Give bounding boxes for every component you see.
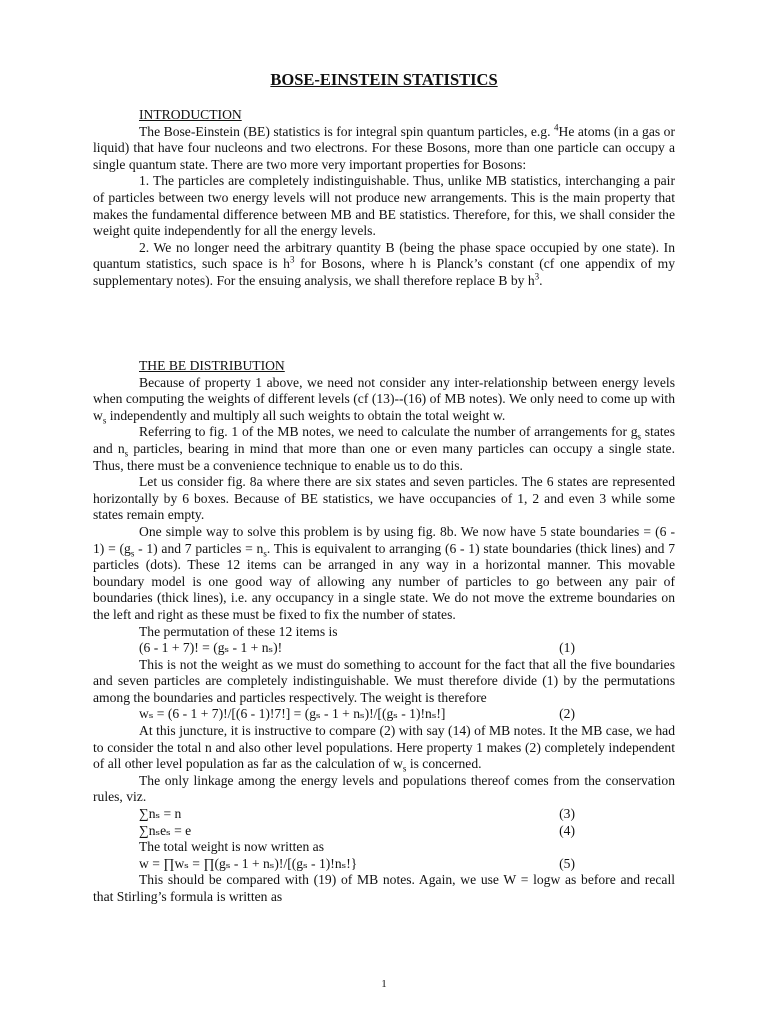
equation-number: (1) bbox=[559, 640, 575, 656]
introduction-section bbox=[93, 107, 675, 290]
paragraph-compare-mb: At this juncture, it is instructive to compare (2) with say (14) of MB notes. It the MB case, we had to consider the total n and also other level populations. Here property 1 makes (2) completely independent of all other level population as far as the calculation of $w_s$ is concerned. bbox=[93, 723, 675, 774]
equation-5: w = ∏wₛ = ∏(gₛ - 1 + nₛ)!/[(gₛ - 1)!nₛ!} (5) bbox=[139, 855, 575, 871]
paragraph-conservation: The only linkage among the energy levels and populations thereof comes from the conservation rules, viz. bbox=[93, 772, 675, 805]
paragraph-intro: The Bose-Einstein (BE) statistics is for integral spin quantum particles, e.g. $^4$He atoms (in a gas or liquid) that have four nucleons and two electrons. For these Bosons, more than one particle can occupy a single quantum state. There are two more very important properties for Bosons: bbox=[93, 122, 675, 172]
paragraph-total-weight: The total weight is now written as bbox=[139, 839, 324, 855]
paragraph-property-1-ref: Because of property 1 above, we need not consider any inter-relationship between energy levels when computing the weights of different levels (cf (13)--(16) of MB notes). We only need to come up with $w_s$ independently and multiply all such weights to obtain the total weight w. bbox=[93, 374, 675, 426]
equation-1: (6 - 1 + 7)! = (gₛ - 1 + nₛ)! (1) bbox=[139, 640, 575, 656]
equation-number: (3) bbox=[559, 806, 575, 822]
page-title: BOSE-EINSTEIN STATISTICS bbox=[270, 70, 498, 89]
be-distribution-section bbox=[93, 358, 675, 906]
equation-3: ∑nₛ = n (3) bbox=[139, 806, 575, 822]
page-number: 1 bbox=[381, 978, 387, 990]
section-heading-introduction: INTRODUCTION bbox=[139, 107, 242, 122]
paragraph-fig-8a: Let us consider fig. 8a where there are six states and seven particles. The 6 states are represented horizontally by 6 boxes. Because of BE statistics, we have occupancies of 1, 2 and even 3 while some states remain empty. bbox=[93, 474, 675, 523]
paragraph-stirling: This should be compared with (19) of MB notes. Again, we use W = logw as before and recall that Stirling’s formula is written as bbox=[93, 872, 675, 904]
equation-number: (5) bbox=[559, 855, 575, 871]
equation-number: (2) bbox=[559, 706, 575, 722]
paragraph-property-1: 1. The particles are completely indistinguishable. Thus, unlike MB statistics, interchanging a pair of particles between two energy levels will not produce new arrangements. This is the main property that makes the fundamental difference between MB and BE statistics. Therefore, for this, we shall consider the weight quite independently for all the energy levels. bbox=[93, 173, 675, 239]
paragraph-arrangements: Referring to fig. 1 of the MB notes, we need to calculate the number of arrangements for $g_s$ states and $n_s$ particles, bearing in mind that more than one or even many particles can occupy a single state. Thus, there must be a convenience technique to enable us to do this. bbox=[93, 424, 675, 473]
paragraph-permutation: The permutation of these 12 items is bbox=[139, 623, 338, 639]
paragraph-indistinguishable: This is not the weight as we must do something to account for the fact that all the five boundaries and seven particles are completely indistinguishable. We must therefore divide (1) by the permutations among the boundaries and particles respectively. The weight is therefore bbox=[93, 656, 675, 705]
equation-4: ∑nₛeₛ = e (4) bbox=[139, 822, 575, 838]
equation-number: (4) bbox=[559, 822, 575, 838]
section-heading-be-distribution: THE BE DISTRIBUTION bbox=[139, 358, 285, 373]
equation-2: wₛ = (6 - 1 + 7)!/[(6 - 1)!7!] = (gₛ - 1 + nₛ)!/[(gₛ - 1)!nₛ!] (2) bbox=[139, 706, 575, 722]
paragraph-property-2: 2. We no longer need the arbitrary quantity B (being the phase space occupied by one state). In quantum statistics, such space is $h^3$ for Bosons, where h is Planck’s constant (cf one appendix of my supplementary notes). For the ensuing analysis, we shall therefore replace B by $h^3$. bbox=[93, 239, 675, 288]
paragraph-fig-8b: One simple way to solve this problem is by using fig. 8b. We now have 5 state boundaries = $(6 - 1) = (g_s - 1)$ and 7 particles = $n_s$. This is equivalent to arranging (6 - 1) state boundaries (thick lines) and 7 particles (dots). These 12 items can be arranged in any way in a horizontal manner. This movable boundary model is one good way of allowing any number of particles to go between any pair of boundaries (thick lines), i.e. any occupancy in a single state. We do not move the extreme boundaries on the left and right as these must be fixed to fix the number of states. bbox=[93, 523, 675, 622]
